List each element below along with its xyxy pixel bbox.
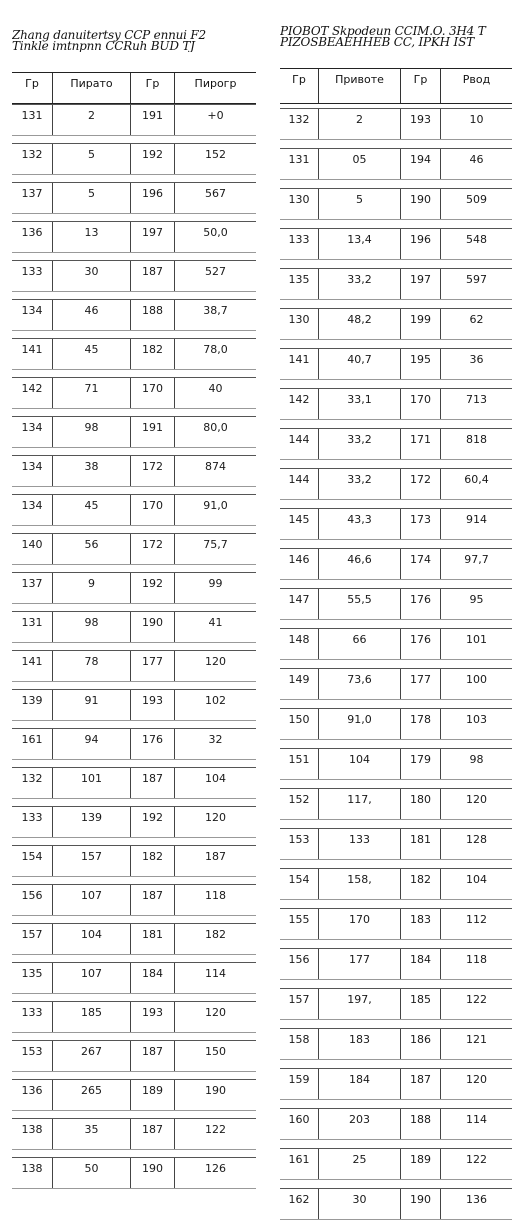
table-cell: 177: [400, 669, 440, 699]
table-row: [12, 377, 256, 409]
table-row: [12, 338, 256, 370]
table-cell: 120: [440, 1069, 512, 1099]
table-cell: 91,0: [174, 495, 256, 525]
table-cell: 197: [130, 222, 174, 252]
table-row: [280, 468, 512, 500]
table-cell: 62: [440, 309, 512, 339]
table-row: [12, 494, 256, 526]
table-row: [280, 228, 512, 260]
table-cell: 181: [400, 829, 440, 859]
table-cell: 170: [130, 495, 174, 525]
table-cell: 55,5: [318, 589, 400, 619]
table-cell: 188: [130, 300, 174, 330]
table-cell: 192: [130, 573, 174, 603]
table-row: [12, 923, 256, 955]
table-row: [280, 628, 512, 660]
table-cell: 134: [21, 460, 43, 473]
table-cell: 117,: [318, 789, 400, 819]
table-cell: 152: [174, 144, 256, 174]
table-row: [12, 1157, 256, 1189]
table-cell: 139: [21, 694, 43, 707]
table-cell: 874: [174, 456, 256, 486]
table-cell: 144: [288, 433, 310, 446]
table-cell: 185: [52, 1002, 130, 1032]
table-cell: 33,2: [318, 429, 400, 459]
table-row: [12, 1079, 256, 1111]
table-cell: 126: [174, 1158, 256, 1188]
table-row: [280, 1108, 512, 1140]
table-cell: 140: [21, 538, 43, 551]
table-row: [12, 767, 256, 799]
table-cell: 136: [21, 1084, 43, 1097]
table-cell: 78: [52, 651, 130, 681]
table-cell: 152: [288, 793, 310, 806]
table-cell: 45: [52, 339, 130, 369]
table-row: [280, 1068, 512, 1100]
table-cell: 43,3: [318, 509, 400, 539]
table-row: [280, 428, 512, 460]
table-cell: 120: [440, 789, 512, 819]
table-cell: 134: [21, 304, 43, 317]
table-cell: 102: [174, 690, 256, 720]
header-cell: Пирогр: [174, 73, 256, 103]
right-title-line: PIZOSBEAEHHEB CC, IPKH IST: [280, 35, 474, 48]
table-cell: 73,6: [318, 669, 400, 699]
table-cell: 40,7: [318, 349, 400, 379]
table-cell: 133: [21, 1006, 43, 1019]
table-cell: 170: [318, 909, 400, 939]
table-cell: 136: [21, 226, 43, 239]
table-row: [12, 728, 256, 760]
table-cell: 154: [21, 850, 43, 863]
table-cell: 40: [174, 378, 256, 408]
table-row: [280, 268, 512, 300]
table-cell: 193: [130, 1002, 174, 1032]
table-cell: 141: [288, 353, 310, 366]
table-row: [280, 708, 512, 740]
table-cell: 121: [440, 1029, 512, 1059]
table-cell: 122: [174, 1119, 256, 1149]
table-row: [280, 388, 512, 420]
table-cell: 149: [288, 673, 310, 686]
table-cell: 132: [288, 113, 310, 126]
table-cell: 41: [174, 612, 256, 642]
table-cell: 180: [400, 789, 440, 819]
table-cell: 133: [21, 811, 43, 824]
left-title-line: Zhang danuitertsy CCP ennui F2: [12, 30, 206, 42]
table-cell: 509: [440, 189, 512, 219]
table-cell: 159: [288, 1073, 310, 1086]
table-cell: 136: [440, 1189, 512, 1219]
table-cell: 187: [174, 846, 256, 876]
table-cell: 176: [400, 629, 440, 659]
table-cell: 144: [288, 473, 310, 486]
table-cell: 104: [440, 869, 512, 899]
right-table-title: [280, 26, 512, 48]
table-row: [280, 308, 512, 340]
table-cell: 103: [440, 709, 512, 739]
table-cell: 183: [318, 1029, 400, 1059]
table-cell: 190: [130, 1158, 174, 1188]
table-cell: 146: [288, 553, 310, 566]
table-cell: 104: [318, 749, 400, 779]
table-row: [12, 299, 256, 331]
table-cell: 99: [174, 573, 256, 603]
table-cell: 05: [318, 149, 400, 179]
table-cell: 184: [130, 963, 174, 993]
table-cell: 170: [130, 378, 174, 408]
table-row: [280, 988, 512, 1020]
table-cell: 137: [21, 187, 43, 200]
table-cell: 97,7: [440, 549, 512, 579]
table-cell: 36: [440, 349, 512, 379]
table-cell: 98: [52, 417, 130, 447]
table-row: [12, 689, 256, 721]
table-cell: 78,0: [174, 339, 256, 369]
table-cell: 203: [318, 1109, 400, 1139]
table-cell: 60,4: [440, 469, 512, 499]
table-cell: 98: [440, 749, 512, 779]
table-row: [280, 948, 512, 980]
table-cell: 161: [288, 1153, 310, 1166]
table-cell: 158,: [318, 869, 400, 899]
table-cell: 50,0: [174, 222, 256, 252]
left-table-title: [12, 30, 256, 52]
table-cell: 94: [52, 729, 130, 759]
table-cell: 178: [400, 709, 440, 739]
table-cell: 46: [52, 300, 130, 330]
table-cell: 10: [440, 109, 512, 139]
table-row: [280, 188, 512, 220]
table-cell: 192: [130, 807, 174, 837]
table-cell: 185: [400, 989, 440, 1019]
table-cell: 914: [440, 509, 512, 539]
table-cell: 114: [174, 963, 256, 993]
table-cell: 199: [400, 309, 440, 339]
table-row: [12, 806, 256, 838]
table-cell: +0: [174, 105, 256, 135]
table-cell: 181: [130, 924, 174, 954]
table-cell: 188: [400, 1109, 440, 1139]
table-cell: 101: [440, 629, 512, 659]
table-cell: 153: [21, 1045, 43, 1058]
table-cell: 98: [52, 612, 130, 642]
table-cell: 107: [52, 963, 130, 993]
table-cell: 32: [174, 729, 256, 759]
table-cell: 38: [52, 456, 130, 486]
right-table-body: [280, 108, 512, 1228]
table-cell: 148: [288, 633, 310, 646]
table-cell: 131: [21, 109, 43, 122]
header-cell: Рвод: [440, 69, 512, 103]
table-cell: 107: [52, 885, 130, 915]
table-cell: 196: [400, 229, 440, 259]
left-table-header: [12, 72, 256, 104]
table-cell: 5: [318, 189, 400, 219]
table-cell: 145: [288, 513, 310, 526]
table-row: [280, 348, 512, 380]
header-cell: Пирато: [52, 73, 130, 103]
table-cell: 25: [318, 1149, 400, 1179]
table-cell: 186: [400, 1029, 440, 1059]
table-cell: 33,2: [318, 469, 400, 499]
table-cell: 135: [21, 967, 43, 980]
table-cell: 66: [318, 629, 400, 659]
table-cell: 176: [130, 729, 174, 759]
table-cell: 134: [21, 499, 43, 512]
table-cell: 33,1: [318, 389, 400, 419]
table-row: [280, 148, 512, 180]
table-cell: 190: [174, 1080, 256, 1110]
table-cell: 171: [400, 429, 440, 459]
table-cell: 91: [52, 690, 130, 720]
table-row: [280, 508, 512, 540]
table-cell: 194: [400, 149, 440, 179]
table-cell: 193: [130, 690, 174, 720]
table-cell: 118: [440, 949, 512, 979]
table-cell: 154: [288, 873, 310, 886]
table-cell: 197: [400, 269, 440, 299]
table-cell: 33,2: [318, 269, 400, 299]
table-cell: 142: [288, 393, 310, 406]
table-row: [280, 588, 512, 620]
table-cell: 713: [440, 389, 512, 419]
table-row: [280, 1028, 512, 1060]
table-row: [280, 828, 512, 860]
table-cell: 13: [52, 222, 130, 252]
table-row: [12, 182, 256, 214]
table-cell: 120: [174, 807, 256, 837]
table-cell: 187: [130, 885, 174, 915]
table-row: [280, 788, 512, 820]
table-cell: 128: [440, 829, 512, 859]
table-cell: 120: [174, 651, 256, 681]
table-cell: 818: [440, 429, 512, 459]
table-row: [280, 868, 512, 900]
table-cell: 187: [130, 1041, 174, 1071]
table-row: [12, 1040, 256, 1072]
table-cell: 130: [288, 313, 310, 326]
table-cell: 176: [400, 589, 440, 619]
table-cell: 114: [440, 1109, 512, 1139]
table-cell: 190: [400, 189, 440, 219]
table-cell: 131: [21, 616, 43, 629]
table-cell: 133: [288, 233, 310, 246]
table-cell: 141: [21, 655, 43, 668]
table-cell: 187: [130, 768, 174, 798]
table-cell: 75,7: [174, 534, 256, 564]
table-cell: 267: [52, 1041, 130, 1071]
table-row: [12, 143, 256, 175]
table-cell: 142: [21, 382, 43, 395]
table-cell: 548: [440, 229, 512, 259]
table-row: [12, 416, 256, 448]
table-cell: 184: [318, 1069, 400, 1099]
table-cell: 30: [318, 1189, 400, 1219]
table-cell: 160: [288, 1113, 310, 1126]
table-cell: 174: [400, 549, 440, 579]
table-cell: 131: [288, 153, 310, 166]
header-cell: Привоте: [318, 69, 400, 103]
table-cell: 161: [21, 733, 43, 746]
table-cell: 138: [21, 1162, 43, 1175]
table-cell: 101: [52, 768, 130, 798]
table-row: [12, 1001, 256, 1033]
table-cell: 13,4: [318, 229, 400, 259]
table-cell: 158: [288, 1033, 310, 1046]
table-cell: 122: [440, 989, 512, 1019]
table-cell: 30: [52, 261, 130, 291]
table-cell: 46,6: [318, 549, 400, 579]
table-cell: 56: [52, 534, 130, 564]
table-row: [12, 845, 256, 877]
table-cell: 48,2: [318, 309, 400, 339]
table-cell: 190: [400, 1189, 440, 1219]
left-title-line: Tinkle imtnpnn CCRuh BUD TJ: [12, 39, 195, 52]
table-cell: 265: [52, 1080, 130, 1110]
table-cell: 5: [52, 144, 130, 174]
table-cell: 195: [400, 349, 440, 379]
table-cell: 192: [130, 144, 174, 174]
table-cell: 118: [174, 885, 256, 915]
table-cell: 135: [288, 273, 310, 286]
table-cell: 132: [21, 148, 43, 161]
table-cell: 183: [400, 909, 440, 939]
table-cell: 5: [52, 183, 130, 213]
table-cell: 71: [52, 378, 130, 408]
table-cell: 2: [52, 105, 130, 135]
table-row: [12, 260, 256, 292]
table-cell: 173: [400, 509, 440, 539]
table-cell: 120: [174, 1002, 256, 1032]
table-cell: 104: [52, 924, 130, 954]
table-cell: 179: [400, 749, 440, 779]
table-cell: 189: [130, 1080, 174, 1110]
table-row: [12, 884, 256, 916]
table-cell: 147: [288, 593, 310, 606]
table-cell: 95: [440, 589, 512, 619]
table-row: [12, 1118, 256, 1150]
table-row: [12, 533, 256, 565]
table-row: [280, 908, 512, 940]
table-cell: 191: [130, 105, 174, 135]
table-cell: 177: [318, 949, 400, 979]
table-row: [280, 1148, 512, 1180]
table-cell: 193: [400, 109, 440, 139]
table-cell: 155: [288, 913, 310, 926]
table-cell: 190: [130, 612, 174, 642]
table-row: [12, 650, 256, 682]
table-row: [12, 455, 256, 487]
table-cell: 38,7: [174, 300, 256, 330]
table-cell: 80,0: [174, 417, 256, 447]
table-row: [12, 962, 256, 994]
table-cell: 45: [52, 495, 130, 525]
table-cell: 153: [288, 833, 310, 846]
table-cell: 567: [174, 183, 256, 213]
table-cell: 170: [400, 389, 440, 419]
table-cell: 162: [288, 1193, 310, 1206]
table-cell: 191: [130, 417, 174, 447]
table-cell: 172: [130, 456, 174, 486]
table-cell: 172: [130, 534, 174, 564]
table-cell: 157: [52, 846, 130, 876]
table-row: [12, 221, 256, 253]
table-cell: 122: [440, 1149, 512, 1179]
table-cell: 157: [288, 993, 310, 1006]
table-cell: 157: [21, 928, 43, 941]
table-row: [280, 548, 512, 580]
table-cell: 46: [440, 149, 512, 179]
table-cell: 2: [318, 109, 400, 139]
table-row: [12, 572, 256, 604]
table-cell: 132: [21, 772, 43, 785]
table-cell: 104: [174, 768, 256, 798]
table-cell: 156: [288, 953, 310, 966]
table-cell: 597: [440, 269, 512, 299]
table-row: [280, 108, 512, 140]
table-cell: 182: [130, 846, 174, 876]
table-cell: 133: [21, 265, 43, 278]
table-cell: 187: [130, 261, 174, 291]
table-cell: 527: [174, 261, 256, 291]
table-cell: 50: [52, 1158, 130, 1188]
table-row: [12, 611, 256, 643]
table-cell: 189: [400, 1149, 440, 1179]
table-cell: 196: [130, 183, 174, 213]
table-cell: 141: [21, 343, 43, 356]
table-cell: 133: [318, 829, 400, 859]
table-cell: 151: [288, 753, 310, 766]
table-cell: 112: [440, 909, 512, 939]
table-cell: 9: [52, 573, 130, 603]
table-cell: 187: [400, 1069, 440, 1099]
table-cell: 182: [174, 924, 256, 954]
table-row: [280, 748, 512, 780]
right-table-header: [280, 68, 512, 104]
table-row: [280, 1188, 512, 1220]
table-cell: 130: [288, 193, 310, 206]
table-cell: 139: [52, 807, 130, 837]
table-cell: 35: [52, 1119, 130, 1149]
table-cell: 137: [21, 577, 43, 590]
header-cell: Гр: [400, 69, 440, 103]
right-title-line: PIOBOT Skpodeun CCIM.O. 3H4 T: [280, 26, 486, 38]
table-cell: 91,0: [318, 709, 400, 739]
table-cell: 182: [130, 339, 174, 369]
table-row: [12, 104, 256, 136]
table-cell: 138: [21, 1123, 43, 1136]
table-cell: 177: [130, 651, 174, 681]
table-cell: 172: [400, 469, 440, 499]
table-cell: 100: [440, 669, 512, 699]
table-row: [280, 668, 512, 700]
header-cell: Гр: [25, 77, 39, 90]
table-cell: 187: [130, 1119, 174, 1149]
table-cell: 197,: [318, 989, 400, 1019]
table-cell: 134: [21, 421, 43, 434]
table-cell: 184: [400, 949, 440, 979]
left-table-body: [12, 104, 256, 1196]
table-cell: 156: [21, 889, 43, 902]
table-cell: 150: [288, 713, 310, 726]
table-cell: 150: [174, 1041, 256, 1071]
header-cell: Гр: [292, 73, 306, 86]
table-cell: 182: [400, 869, 440, 899]
header-cell: Гр: [130, 73, 174, 103]
